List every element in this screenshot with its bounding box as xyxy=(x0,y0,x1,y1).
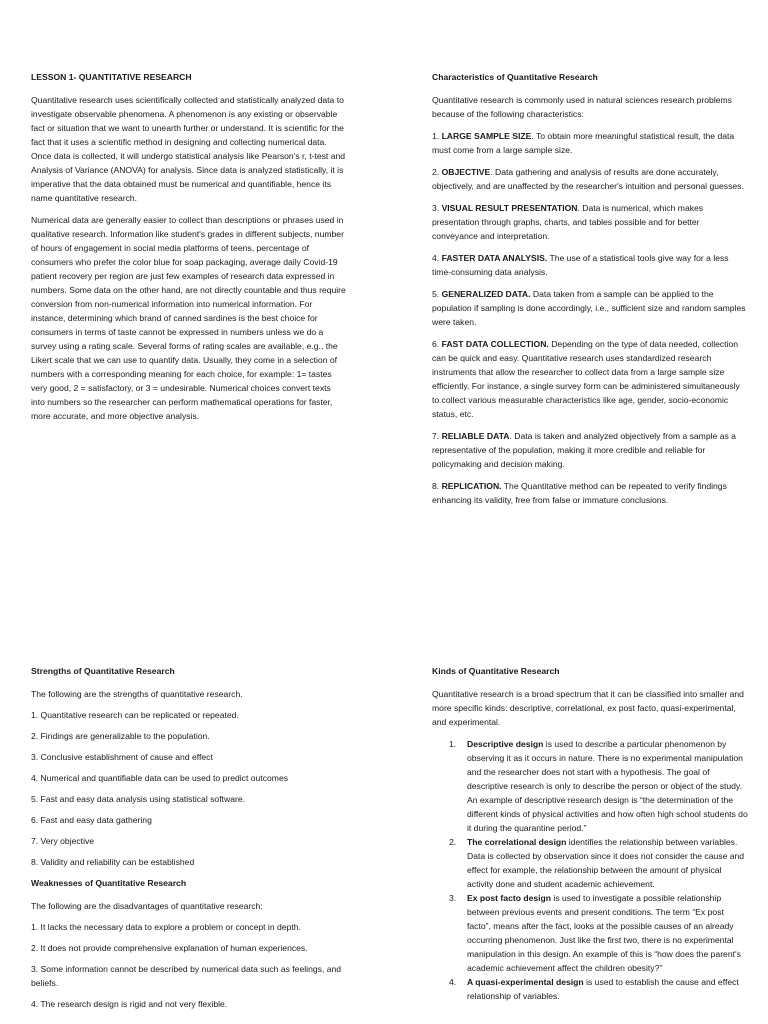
strengths-intro: The following are the strengths of quantitative research. xyxy=(31,689,243,699)
strength-item: 1. Quantitative research can be replicated or repeated. xyxy=(31,710,239,720)
weaknesses-title: Weaknesses of Quantitative Research xyxy=(31,878,187,888)
weakness-item: 1. It lacks the necessary data to explore a problem or concept in depth. xyxy=(31,922,301,932)
characteristic-item: 5. GENERALIZED DATA. Data taken from a sample can be applied to the population if sampling is done accordingly, i.e., sufficient size and random samples were taken. xyxy=(432,289,746,327)
strength-item: 8. Validity and reliability can be established xyxy=(31,857,195,867)
kinds-intro: Quantitative research is a broad spectrum that it can be classified into smaller and more specific kinds: descriptive, correlational, ex post facto, quasi-experimental, and experimental. xyxy=(432,689,744,727)
strengths-title: Strengths of Quantitative Research xyxy=(31,666,175,676)
strengths-weaknesses-column xyxy=(31,664,347,1018)
strength-item: 4. Numerical and quantifiable data can be used to predict outcomes xyxy=(31,773,289,783)
kinds-list xyxy=(432,737,748,1003)
weaknesses-intro: The following are the disadvantages of quantitative research: xyxy=(31,901,263,911)
kind-item: 1. Descriptive design is used to describe a particular phenomenon by observing it as it occurs in nature. There is no experimental manipulation and the researcher does not start with a hypothesis. The goal of descriptive research is only to describe the person or object of the study. An example of descriptive research design is “the determination of the different kinds of physical activities and how often high school students do it during the quarantine period.” xyxy=(449,739,748,833)
characteristic-item: 2. OBJECTIVE. Data gathering and analysis of results are done accurately, objectively, and are unaffected by the researcher's intuition and personal guesses. xyxy=(432,167,744,191)
kinds-column xyxy=(432,664,748,1003)
characteristic-item: 3. VISUAL RESULT PRESENTATION. Data is numerical, which makes presentation through graphs, charts, and tables possible and for better conveyance and interpretation. xyxy=(432,203,704,241)
characteristic-item: 8. REPLICATION. The Quantitative method can be repeated to verify findings enhancing its validity, free from false or immature conclusions. xyxy=(432,481,727,505)
characteristics-intro: Quantitative research is commonly used in natural sciences research problems because of the following characteristics: xyxy=(432,95,732,119)
strength-item: 5. Fast and easy data analysis using statistical software. xyxy=(31,794,245,804)
weakness-item: 2. It does not provide comprehensive explanation of human experiences. xyxy=(31,943,308,953)
characteristics-column xyxy=(432,70,746,515)
characteristic-item: 4. FASTER DATA ANALYSIS. The use of a statistical tools give way for a less time-consuming data analysis. xyxy=(432,253,729,277)
strength-item: 3. Conclusive establishment of cause and effect xyxy=(31,752,213,762)
kind-item: 4. A quasi-experimental design is used to establish the cause and effect relationship of variables. xyxy=(449,977,739,1001)
kind-item: 3. Ex post facto design is used to investigate a possible relationship between previous events and present conditions. The term “Ex post facto”, means after the fact, looks at the possible causes of an already occurring phenomenon. Just like the first two, there is no experimental manipulation in this design. An example of this is “how does the parent's academic achievement affect the children obesity?” xyxy=(449,893,741,973)
weakness-item: 3. Some information cannot be described by numerical data such as feelings, and beliefs. xyxy=(31,964,342,988)
lesson-column xyxy=(31,70,347,431)
strength-item: 7. Very objective xyxy=(31,836,95,846)
characteristic-item: 6. FAST DATA COLLECTION. Depending on the type of data needed, collection can be quick and easy. Quantitative research uses standardized research instruments that allow the researcher to collect data from a large sample size efficiently. For instance, a single survey form can be administered simultaneously to collect various measurable characteristics like age, gender, socio-economic status, etc. xyxy=(432,339,740,419)
characteristic-item: 7. RELIABLE DATA. Data is taken and analyzed objectively from a sample as a representative of the population, making it more credible and reliable for policymaking and decision making. xyxy=(432,431,736,469)
lesson-paragraph-2: Numerical data are generally easier to collect than descriptions or phrases used in qualitative research. Information like student's grades in different subjects, number of hours of engagement in social media platforms of teens, percentage of consumers who prefer the color blue for soap packaging, average daily Covid-19 patient recovery per region are just few examples of research data expressed in numbers. Some data on the other hand, are not directly countable and thus require conversion from non-numerical information into numerical information. For instance, determining which brand of canned sardines is the best choice for consumers in terms of taste cannot be expressed in numbers unless we do a survey using a rating scale. Several forms of rating scales are available, e.g., the Likert scale that we can use to quantify data. Usually, they come in a selection of numbers with a corresponding meaning for each choice, for example: 1= tastes very good, 2 = satisfactory, or 3 = undesirable. Numerical choices convert texts into numbers so the researcher can perform mathematical operations for faster, more accurate, and more objective analysis. xyxy=(31,215,346,421)
characteristics-title: Characteristics of Quantitative Research xyxy=(432,72,598,82)
strength-item: 2. Findings are generalizable to the population. xyxy=(31,731,210,741)
kind-item: 2. The correlational design identifies the relationship between variables. Data is collected by observation since it does not consider the cause and effect for example, the relationship between the amount of physical activity done and student academic achievement. xyxy=(449,837,745,889)
kinds-title: Kinds of Quantitative Research xyxy=(432,666,560,676)
lesson-paragraph-1: Quantitative research uses scientifically collected and statistically analyzed data to investigate observable phenomena. A phenomenon is any existing or observable fact or situation that we want to unearth further or understand. It is scientific for the fact that it uses a scientific method in designing and collecting numerical data. Once data is collected, it will undergo statistical analysis like Pearson's r, t-test and Analysis of Variance (ANOVA) for analysis. Since data is analyzed statistically, it is imperative that the data obtained must be numerical and quantifiable, hence its name quantitative research. xyxy=(31,95,346,203)
characteristic-item: 1. LARGE SAMPLE SIZE. To obtain more meaningful statistical result, the data must come from a large sample size. xyxy=(432,131,735,155)
weakness-item: 4. The research design is rigid and not very flexible. xyxy=(31,999,228,1009)
strength-item: 6. Fast and easy data gathering xyxy=(31,815,152,825)
lesson-title: LESSON 1- QUANTITATIVE RESEARCH xyxy=(31,72,192,82)
